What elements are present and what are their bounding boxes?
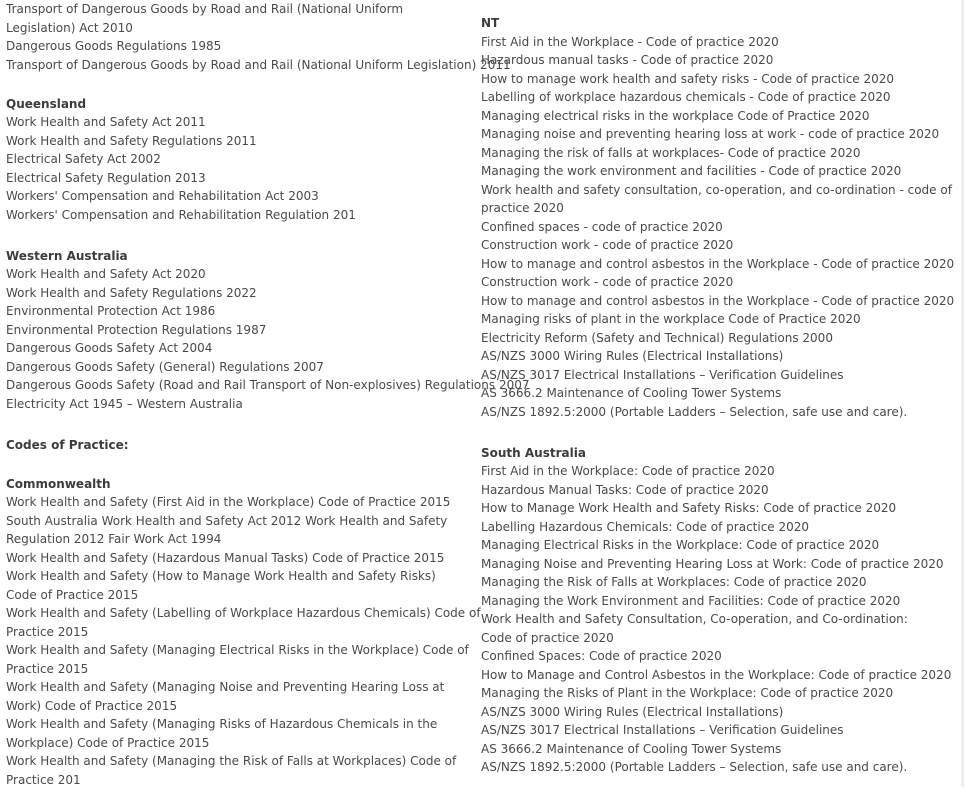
code-item: Work Health and Safety (Hazardous Manual Tasks) Code of Practice 2015 xyxy=(6,550,445,565)
legislation-item: Transport of Dangerous Goods by Road and Rail (National Uniform Legislation) Act 2010 xyxy=(6,2,404,35)
code-item: Work Health and Safety (Managing Electrical Risks in the Workplace) Code of Practice 2015 xyxy=(6,643,469,676)
code-item: Work Health and Safety (Managing the Risk of Falls at Workplaces) Code of Practice 201 xyxy=(6,754,457,787)
section-heading-commonwealth: Commonwealth xyxy=(6,476,111,491)
code-item: Work Health and Safety Consultation, Co-operation, and Co-ordination: Code of practice 2020 xyxy=(481,612,908,645)
legislation-item: Transport of Dangerous Goods by Road and Rail (National Uniform Legislation) 2011 xyxy=(6,57,511,72)
legislation-item: Dangerous Goods Regulations 1985 xyxy=(6,39,222,53)
code-item: Work Health and Safety (Labelling of Workplace Hazardous Chemicals) Code of Practice 2015 xyxy=(6,606,481,639)
code-item: Managing risks of plant in the workplace Code of Practice 2020 xyxy=(481,312,861,326)
code-item: Managing noise and preventing hearing loss at work - code of practice 2020 xyxy=(481,127,940,141)
legislation-item: Electricity Act 1945 – Western Australia xyxy=(6,396,243,411)
code-item: Work health and safety consultation, co-operation, and co-ordination - code of practice 2020 xyxy=(481,182,952,215)
code-item: Hazardous Manual Tasks: Code of practice 2020 xyxy=(481,482,769,497)
code-item: Managing the risk of falls at workplaces- Code of practice 2020 xyxy=(481,145,861,160)
legislation-item: Dangerous Goods Safety (General) Regulations 2007 xyxy=(6,359,324,374)
section-heading-nt: NT xyxy=(481,16,500,30)
code-item: First Aid in the Workplace: Code of practice 2020 xyxy=(481,464,775,478)
code-item: Construction work - code of practice 2020 xyxy=(481,275,734,289)
code-item: AS 3666.2 Maintenance of Cooling Tower Systems xyxy=(481,386,782,400)
code-item: How to Manage and Control Asbestos in the Workplace: Code of practice 2020 xyxy=(481,667,952,682)
code-item: Labelling of workplace hazardous chemicals - Code of practice 2020 xyxy=(481,90,891,104)
code-item: Work Health and Safety (First Aid in the Workplace) Code of Practice 2015 South Australia Work Health and Safety Act 2012 Work Health and Safety Regulation 2012 Fair Work Act 1994 xyxy=(6,495,451,546)
code-item: Managing the Risks of Plant in the Workplace: Code of practice 2020 xyxy=(481,686,894,700)
legislation-item: Electrical Safety Regulation 2013 xyxy=(6,170,206,185)
code-item: Confined Spaces: Code of practice 2020 xyxy=(481,649,722,663)
legislation-item: Environmental Protection Regulations 1987 xyxy=(6,322,267,337)
legislation-item: Workers' Compensation and Rehabilitation Regulation 201 xyxy=(6,207,356,222)
legislation-item: Electrical Safety Act 2002 xyxy=(6,152,161,166)
legislation-item: Work Health and Safety Act 2011 xyxy=(6,115,206,129)
code-item: AS/NZS 3017 Electrical Installations – Verification Guidelines xyxy=(481,723,844,737)
left-column xyxy=(6,0,530,789)
code-item: AS/NZS 3017 Electrical Installations – Verification Guidelines xyxy=(481,367,844,382)
code-item: AS/NZS 1892.5:2000 (Portable Ladders – Selection, safe use and care). xyxy=(481,404,908,419)
legislation-item: Workers' Compensation and Rehabilitation Act 2003 xyxy=(6,189,319,203)
code-item: First Aid in the Workplace - Code of practice 2020 xyxy=(481,34,779,49)
code-item: Managing the Risk of Falls at Workplaces: Code of practice 2020 xyxy=(481,575,867,589)
code-item: Managing electrical risks in the workplace Code of Practice 2020 xyxy=(481,108,870,123)
code-item: Hazardous manual tasks - Code of practice 2020 xyxy=(481,53,774,67)
code-item: Managing Electrical Risks in the Workplace: Code of practice 2020 xyxy=(481,538,880,552)
code-item: Managing the Work Environment and Facilities: Code of practice 2020 xyxy=(481,593,901,608)
code-item: Work Health and Safety (Managing Noise and Preventing Hearing Loss at Work) Code of Practice 2015 xyxy=(6,680,445,713)
section-heading-south-australia: South Australia xyxy=(481,445,586,460)
code-item: Labelling Hazardous Chemicals: Code of practice 2020 xyxy=(481,519,810,534)
code-item: How to manage and control asbestos in the Workplace - Code of practice 2020 xyxy=(481,293,955,308)
legislation-item: Dangerous Goods Safety (Road and Rail Transport of Non-explosives) Regulations 2007 xyxy=(6,378,530,392)
legislation-item: Work Health and Safety Regulations 2022 xyxy=(6,285,257,300)
legislation-item: Work Health and Safety Regulations 2011 xyxy=(6,133,257,148)
code-item: AS/NZS 3000 Wiring Rules (Electrical Installations) xyxy=(481,349,784,363)
legislation-item: Environmental Protection Act 1986 xyxy=(6,304,216,318)
code-item: Managing Noise and Preventing Hearing Loss at Work: Code of practice 2020 xyxy=(481,556,944,571)
code-item: How to manage work health and safety risks - Code of practice 2020 xyxy=(481,71,895,86)
code-item: How to Manage Work Health and Safety Risks: Code of practice 2020 xyxy=(481,501,897,515)
code-item: AS 3666.2 Maintenance of Cooling Tower Systems xyxy=(481,741,782,756)
section-heading-western-australia: Western Australia xyxy=(6,248,128,263)
section-heading-queensland: Queensland xyxy=(6,96,87,111)
legislation-item: Work Health and Safety Act 2020 xyxy=(6,267,206,281)
code-item: AS/NZS 1892.5:2000 (Portable Ladders – Selection, safe use and care). xyxy=(481,760,908,774)
code-item: Managing the work environment and facilities - Code of practice 2020 xyxy=(481,164,902,178)
code-item: Confined spaces - code of practice 2020 xyxy=(481,219,723,234)
code-item: Construction work - code of practice 2020 xyxy=(481,238,734,252)
code-item: Work Health and Safety (How to Manage Work Health and Safety Risks) Code of Practice 2015 xyxy=(6,569,436,602)
right-column xyxy=(481,0,959,777)
legislation-item: Dangerous Goods Safety Act 2004 xyxy=(6,341,213,355)
codes-of-practice-heading: Codes of Practice: xyxy=(6,437,129,452)
code-item: Work Health and Safety (Managing Risks of Hazardous Chemicals in the Workplace) Code of Practice 2015 xyxy=(6,717,438,750)
code-item: Electricity Reform (Safety and Technical) Regulations 2000 xyxy=(481,330,833,345)
code-item: How to manage and control asbestos in the Workplace - Code of practice 2020 xyxy=(481,256,955,271)
code-item: AS/NZS 3000 Wiring Rules (Electrical Installations) xyxy=(481,704,784,719)
